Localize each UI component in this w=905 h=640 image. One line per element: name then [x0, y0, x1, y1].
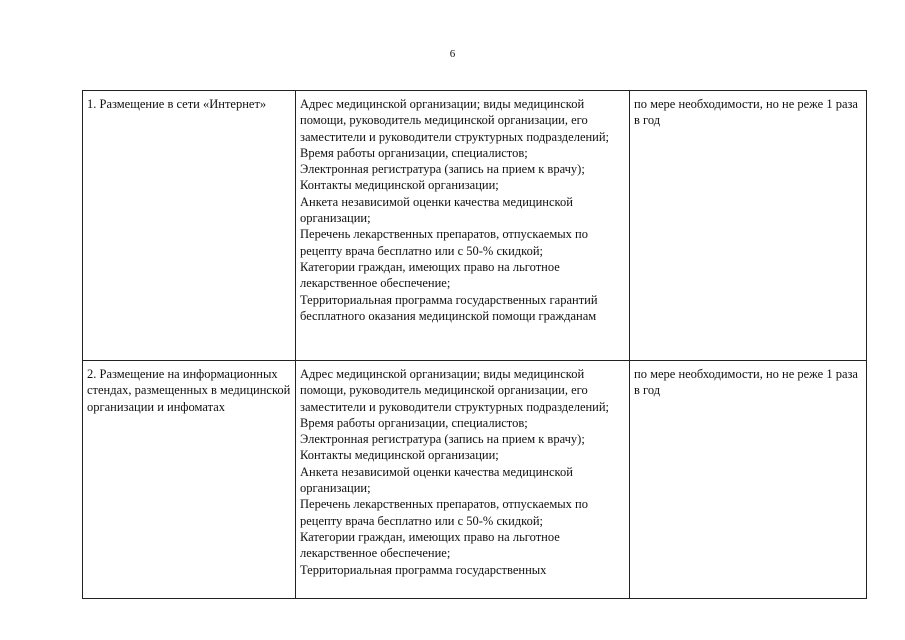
- info-line: Электронная регистратура (запись на прием к врачу);: [300, 432, 585, 447]
- method-text: 2. Размещение на информационных стендах, размещенных в медицинской организации и инфоматах: [87, 367, 291, 414]
- info-line: Категории граждан, имеющих право на льготное лекарственное обеспечение;: [300, 529, 560, 561]
- info-line: Территориальная программа государственных гарантий бесплатного оказания медицинской помощи гражданам: [300, 292, 598, 323]
- frequency-text: по мере необходимости, но не реже 1 раза в год: [634, 97, 858, 128]
- frequency-text: по мере необходимости, но не реже 1 раза в год: [634, 367, 858, 398]
- info-line: Перечень лекарственных препаратов, отпускаемых по рецепту врача бесплатно или с 50-% скидкой;: [300, 227, 588, 258]
- frequency-cell: [630, 361, 867, 599]
- info-line: Анкета независимой оценки качества медицинской организации;: [300, 464, 573, 496]
- info-line: Время работы организации, специалистов;: [300, 415, 528, 430]
- info-line: Контакты медицинской организации;: [300, 448, 499, 463]
- info-line: Анкета независимой оценки качества медицинской организации;: [300, 194, 573, 226]
- info-line: Адрес медицинской организации; виды медицинской помощи, руководитель медицинской организации, его заместители и руководители структурных подразделений;: [300, 367, 610, 414]
- info-line: Адрес медицинской организации; виды медицинской помощи, руководитель медицинской организации, его заместители и руководители структурных подразделений;: [300, 97, 610, 144]
- info-line: Время работы организации, специалистов;: [300, 145, 528, 160]
- information-table: [82, 90, 867, 599]
- info-line: Контакты медицинской организации;: [300, 178, 499, 193]
- page-number: 6: [449, 48, 456, 60]
- method-cell: [83, 361, 296, 599]
- info-cell: [296, 91, 630, 361]
- info-line: Электронная регистратура (запись на прием к врачу);: [300, 162, 585, 177]
- table-row: [83, 361, 867, 599]
- table-row: [83, 91, 867, 361]
- method-text: 1. Размещение в сети «Интернет»: [87, 97, 267, 111]
- info-line: Территориальная программа государственных: [300, 562, 547, 577]
- frequency-cell: [630, 91, 867, 361]
- info-line: Категории граждан, имеющих право на льготное лекарственное обеспечение;: [300, 259, 560, 291]
- info-cell: [296, 361, 630, 599]
- info-line: Перечень лекарственных препаратов, отпускаемых по рецепту врача бесплатно или с 50-% скидкой;: [300, 497, 588, 528]
- method-cell: [83, 91, 296, 361]
